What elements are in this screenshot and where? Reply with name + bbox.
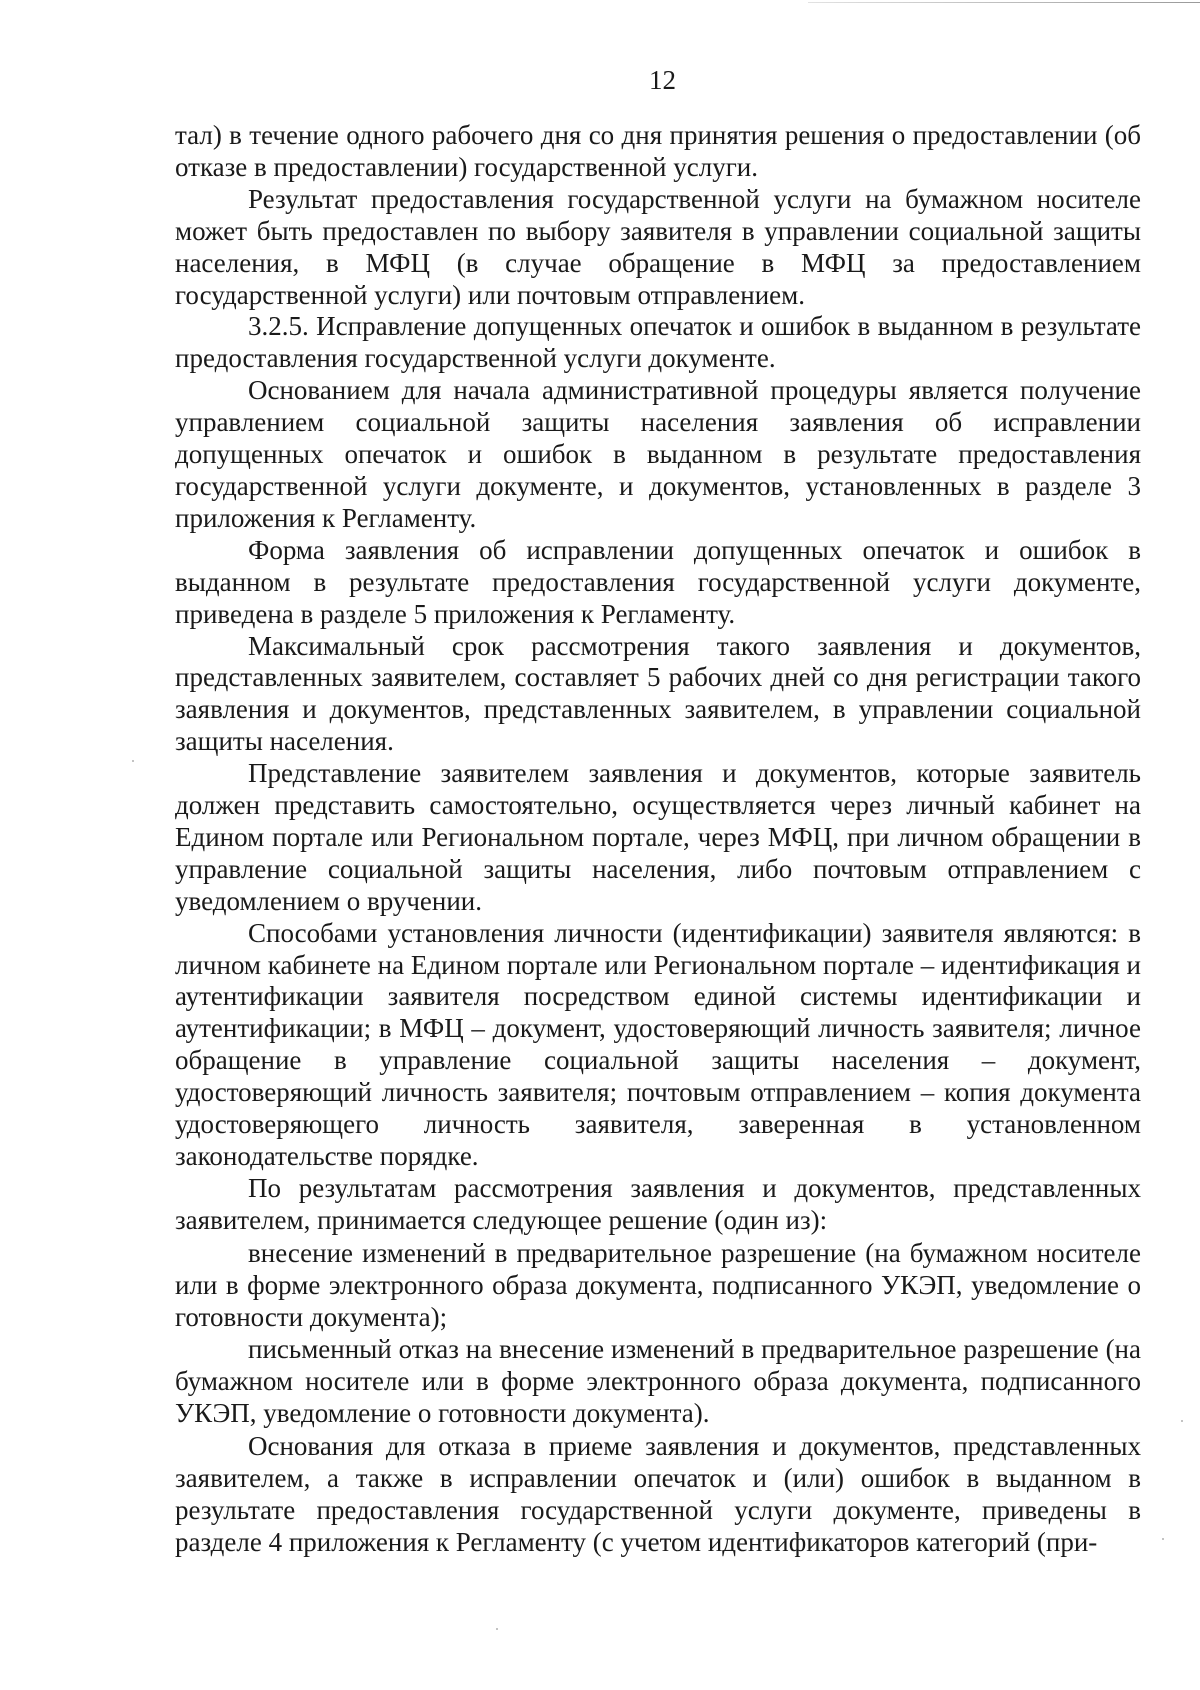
paragraph-submission: Представление заявителем заявления и документов, которые заявитель должен представить самостоятельно, осуществляется через личный кабинет на Едином портале или Региональном портале, через МФЦ, при личном обращении в управление социальной защиты населения, либо почтовым отправлением с уведомлением о вручении. — [175, 758, 1141, 916]
paragraph-continuation: тал) в течение одного рабочего дня со дня принятия решения о предоставлении (об отказе в предоставлении) государственной услуги. — [175, 120, 1141, 182]
scan-speck — [496, 1628, 498, 1630]
scan-speck — [132, 760, 134, 762]
paragraph-decision-option-2: письменный отказ на внесение изменений в предварительное разрешение (на бумажном носителе или в форме электронного образа документа, подписанного УКЭП, уведомление о готовности документа). — [175, 1334, 1141, 1429]
paragraph-max-term: Максимальный срок рассмотрения такого заявления и документов, представленных заявителем, составляет 5 рабочих дней со дня регистрации такого заявления и документов, представленных заявителем, в управлении социальной защиты населения. — [175, 630, 1141, 757]
paragraph-grounds: Основанием для начала административной процедуры является получение управлением социальной защиты населения заявления об исправлении допущенных опечаток и ошибок в выданном в результате предоставления государственной услуги документе, и документов, установленных в разделе 3 приложения к Регламенту. — [175, 375, 1141, 533]
document-body — [175, 120, 1141, 1559]
paragraph-result-paper: Результат предоставления государственной услуги на бумажном носителе может быть предоставлен по выбору заявителя в управлении социальной защиты населения, в МФЦ (в случае обращение в МФЦ за предоставлением государственной услуги) или почтовым отправлением. — [175, 183, 1141, 310]
paragraph-decision-option-1: внесение изменений в предварительное разрешение (на бумажном носителе или в форме электронного образа документа, подписанного УКЭП, уведомление о готовности документа); — [175, 1237, 1141, 1332]
page-number: 12 — [649, 65, 676, 95]
scan-speck — [1181, 1420, 1183, 1422]
scan-speck — [1162, 1538, 1164, 1540]
paragraph-decision: По результатам рассмотрения заявления и документов, представленных заявителем, принимается следующее решение (один из): — [175, 1172, 1141, 1235]
scan-edge-line — [808, 2, 1200, 3]
paragraph-section-3-2-5: 3.2.5. Исправление допущенных опечаток и ошибок в выданном в результате предоставления государственной услуги документе. — [175, 311, 1141, 374]
paragraph-identification: Способами установления личности (идентификации) заявителя являются: в личном кабинете на Едином портале или Региональном портале – идентификация и аутентификации заявителя посредством единой системы идентификации и аутентификации; в МФЦ – документ, удостоверяющий личность заявителя; личное обращение в управление социальной защиты населения – документ, удостоверяющий личность заявителя; почтовым отправлением – копия документа удостоверяющего личность заявителя, заверенная в установленном законодательстве порядке. — [175, 917, 1141, 1171]
paragraph-form: Форма заявления об исправлении допущенных опечаток и ошибок в выданном в результате предоставления государственной услуги документе, приведена в разделе 5 приложения к Регламенту. — [175, 534, 1141, 629]
paragraph-refusal-grounds: Основания для отказа в приеме заявления и документов, представленных заявителем, а также в исправлении опечаток и (или) ошибок в выданном в результате предоставления государственной услуги документе, приведены в разделе 4 приложения к Регламенту (с учетом идентификаторов категорий (при- — [175, 1431, 1141, 1557]
